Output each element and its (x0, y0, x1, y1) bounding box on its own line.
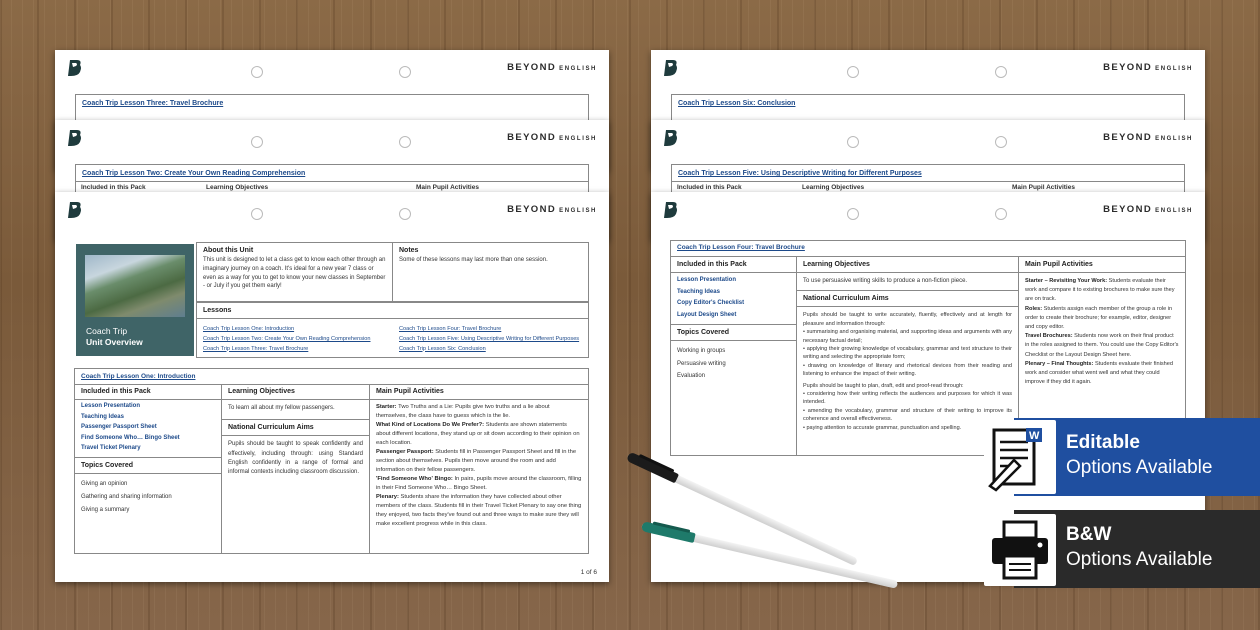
svg-text:W: W (1029, 430, 1040, 442)
punch-hole (399, 66, 411, 78)
pack-item[interactable]: Teaching Ideas (677, 288, 720, 295)
column-header: Main Pupil Activities (416, 184, 479, 191)
printer-icon (984, 514, 1056, 586)
pack-item[interactable]: Travel Ticket Plenary (81, 445, 141, 451)
objectives-heading: Learning Objectives (222, 384, 369, 400)
punch-hole (399, 208, 411, 220)
pack-item[interactable]: Lesson Presentation (81, 403, 141, 409)
pack-item[interactable]: Layout Design Sheet (677, 311, 737, 318)
objectives-text: To learn all about my fellow passengers. (228, 405, 335, 411)
topic-item: Giving an opinion (81, 480, 128, 487)
lesson-link[interactable]: Coach Trip Lesson One: Introduction (203, 326, 295, 332)
aims-bullet: • summarising and organising material, and supporting ideas and arguments with any necessary factual detail; (803, 329, 1012, 344)
about-text: This unit is designed to let a class get to know each other through an imaginary journey on a coach. It's ideal for a new year 7 class or even as a way for you to get to know your new classes in September - or July if you get them early! (203, 257, 386, 290)
lesson-link[interactable]: Coach Trip Lesson Four: Travel Brochure (399, 326, 502, 332)
punch-hole (995, 66, 1007, 78)
unit-cover-card (76, 244, 194, 356)
notes-heading: Notes (399, 247, 419, 254)
brand-name: BEYOND ENGLISH (1103, 132, 1193, 143)
activity-item: Starter – Revisiting Your Work: Students evaluate their work and compare it to existing brochures to make sure they are on track. (1025, 278, 1175, 303)
column-header: Learning Objectives (802, 184, 865, 191)
notes-text: Some of these lessons may last more than one session. (399, 257, 548, 263)
punch-hole (847, 136, 859, 148)
punch-hole (251, 66, 263, 78)
about-heading: About this Unit (203, 247, 254, 254)
column-header: Included in this Pack (677, 184, 742, 191)
activity-item: What Kind of Locations Do We Prefer?: Students are shown statements about different locations, they stand up or sit down according to their opinion on each location. (376, 422, 580, 446)
lesson-title-link[interactable]: Coach Trip Lesson Two: Create Your Own Reading Comprehension Included in this Pack Learning Objectives Main Pupil Activities (75, 164, 589, 194)
included-heading: Included in this Pack (671, 257, 796, 273)
aims-bullet: • considering how their writing reflects the audiences and purposes for which it was intended. (803, 390, 1012, 406)
pack-item[interactable]: Copy Editor's Checklist (677, 300, 745, 306)
beyond-logo-icon (67, 201, 83, 219)
editable-subtitle: Options Available (1066, 457, 1213, 478)
objectives-column (222, 384, 370, 554)
objectives-heading: Learning Objectives (797, 257, 1018, 273)
cover-title: Coach Trip (86, 326, 128, 336)
beyond-logo-icon (663, 59, 679, 77)
bw-title: B&W (1066, 524, 1112, 545)
topic-item: Evaluation (677, 373, 706, 379)
pack-item[interactable]: Lesson Presentation (677, 277, 737, 283)
notes-box (392, 242, 589, 302)
column-headers (672, 181, 1184, 191)
punch-hole (847, 66, 859, 78)
lesson-link[interactable]: Coach Trip Lesson Six: Conclusion (399, 345, 486, 352)
bw-badge[interactable] (1014, 510, 1260, 588)
activity-item: Roles: Students assign each member of the group a role in order to create their brochure; for example, editor, designer and copy editor. (1025, 305, 1173, 331)
column-header: Learning Objectives (206, 184, 269, 191)
activity-item: Plenary: Students share the information they have collected about other members of the class. Students fill in their Travel Ticket Plenary to say one thing they enjoyed, two facts they've found out and three ways to make sure they will make excellent progress while in this class. (376, 494, 582, 527)
lessons-box (196, 302, 589, 358)
r-included-column (670, 256, 797, 456)
objectives-text: To use persuasive writing skills to produce a non-fiction piece. (803, 278, 968, 284)
lessons-col2 (399, 325, 589, 354)
pack-item[interactable]: Passenger Passport Sheet (81, 424, 157, 430)
activities-column (370, 384, 589, 554)
topic-item: Persuasive writing (677, 360, 726, 367)
topics-heading: Topics Covered (671, 324, 796, 341)
editable-badge[interactable] (1014, 418, 1260, 496)
punch-hole (251, 208, 263, 220)
beyond-logo-icon (663, 201, 679, 219)
aims-bullet: • drawing on knowledge of literary and rhetorical devices from their reading and listening to enhance the impact of their writing. (803, 362, 1012, 378)
lesson-one-title[interactable]: Coach Trip Lesson One: Introduction (75, 369, 588, 385)
topic-item: Giving a summary (81, 506, 130, 513)
beyond-logo-icon (67, 59, 83, 77)
topics-heading: Topics Covered (75, 457, 221, 474)
brand-name: BEYOND ENGLISH (507, 132, 597, 143)
punch-hole (995, 208, 1007, 220)
punch-hole (251, 136, 263, 148)
aims-bullet: • amending the vocabulary, grammar and structure of their writing to improve its coherence and overall effectiveness. (803, 407, 1012, 423)
activity-item: Starter: Two Truths and a Lie: Pupils give two truths and a lie about themselves, the class have to guess which is the lie. (376, 404, 550, 419)
cover-subtitle: Unit Overview (86, 337, 143, 347)
activity-item: Travel Brochures: Students now work on their final product in the roles assigned to them. You could use the Copy Editor's Checklist or the Layout Design Sheet here. (1025, 333, 1179, 358)
aims-intro: Pupils should be taught to write accurately, fluently, effectively and at length for pleasure and information through: (803, 312, 1012, 327)
brand-name: BEYOND ENGLISH (507, 204, 597, 215)
included-column (74, 384, 222, 554)
coastal-road-photo (85, 255, 185, 317)
punch-hole (399, 136, 411, 148)
word-document-icon (984, 420, 1056, 494)
punch-hole (995, 136, 1007, 148)
punch-hole (847, 208, 859, 220)
lesson-four-title[interactable]: Coach Trip Lesson Four: Travel Brochure (677, 244, 805, 251)
lessons-heading: Lessons (197, 303, 588, 319)
column-header: Included in this Pack (81, 184, 146, 191)
pack-item[interactable]: Teaching Ideas (81, 413, 124, 420)
aims-bullet: • paying attention to accurate grammar, punctuation and spelling. (803, 424, 962, 431)
lesson-four-table (670, 240, 1186, 256)
brand-name: BEYOND ENGLISH (507, 62, 597, 73)
column-headers (76, 181, 588, 191)
activities-heading: Main Pupil Activities (370, 384, 588, 400)
topic-item: Working in groups (677, 348, 726, 354)
aims-bullet: • applying their growing knowledge of vocabulary, grammar and text structure to their writing and selecting the appropriate form; (803, 345, 1012, 361)
activities-heading: Main Pupil Activities (1019, 257, 1185, 273)
activity-item: 'Find Someone Who' Bingo: In pairs, pupils move around the classroom, filling in their Find Someone Who… Bingo Sheet. (376, 476, 582, 491)
lesson-title-link[interactable]: Coach Trip Lesson Five: Using Descriptive Writing for Different Purposes Included in this Pack Learning Objectives Main Pupil Activities (671, 164, 1185, 194)
lessons-col1 (203, 325, 393, 354)
beyond-logo-icon (663, 129, 679, 147)
lesson-link[interactable]: Coach Trip Lesson Three: Travel Brochure (203, 345, 309, 352)
aims-text: Pupils should be taught to speak confidently and effectively, including through: using Standard English confidently in a range of formal and informal contexts including classroom discussion. (228, 441, 363, 476)
lesson-link[interactable]: Coach Trip Lesson Five: Using Descriptive Writing for Different Purposes (399, 335, 580, 342)
aims-heading: National Curriculum Aims (797, 290, 1018, 307)
activity-item: Plenary – Final Thoughts: Students evaluate their finished work and consider what went well and what they could improve if they did it again. (1025, 360, 1173, 386)
lesson-title-link[interactable]: Coach Trip Lesson Three: Travel Brochure (75, 94, 589, 124)
column-header: Main Pupil Activities (1012, 184, 1075, 191)
brand-name: BEYOND ENGLISH (1103, 62, 1193, 73)
aims-heading: National Curriculum Aims (222, 419, 369, 436)
activity-item: Passenger Passport: Students fill in Passenger Passport Sheet and fill in the section about themselves. Pupils then move around the room and add information on their fellow passengers. (376, 449, 577, 473)
topic-item: Gathering and sharing information (81, 493, 172, 500)
beyond-logo-icon (67, 129, 83, 147)
lesson-title-link[interactable]: Coach Trip Lesson Six: Conclusion (671, 94, 1185, 124)
brand-name: BEYOND ENGLISH (1103, 204, 1193, 215)
bw-subtitle: Options Available (1066, 549, 1213, 570)
included-heading: Included in this Pack (75, 384, 221, 400)
aims-intro: Pupils should be taught to plan, draft, edit and proof-read through: (803, 382, 964, 389)
editable-title: Editable (1066, 432, 1140, 453)
about-unit-box (196, 242, 392, 302)
page-number: 1 of 6 (580, 569, 597, 576)
pack-item[interactable]: Find Someone Who… Bingo Sheet (81, 434, 180, 441)
lesson-link[interactable]: Coach Trip Lesson Two: Create Your Own Reading Comprehension (203, 335, 371, 342)
